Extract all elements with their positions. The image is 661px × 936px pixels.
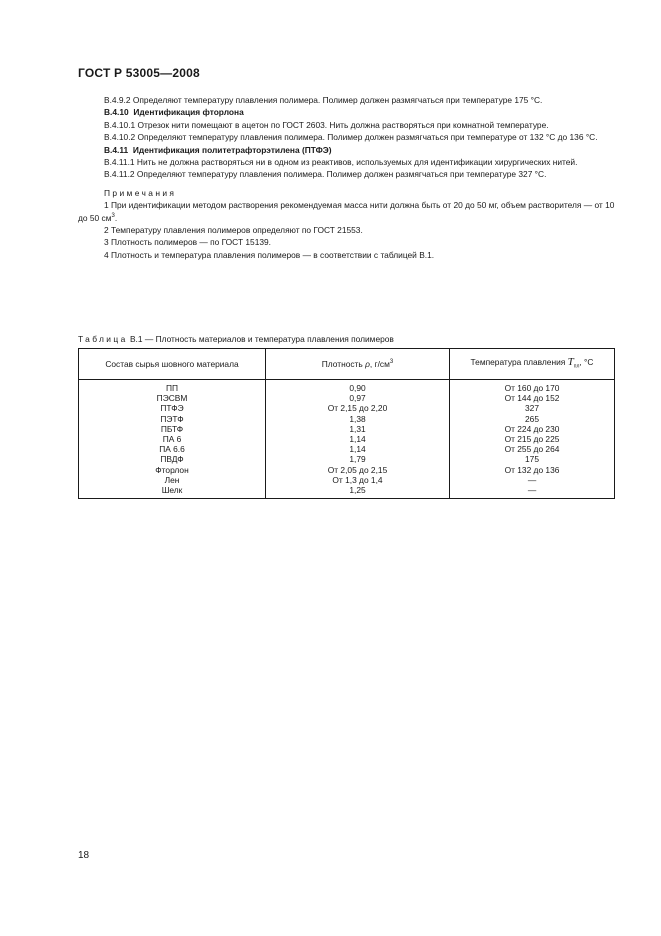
table-row [79, 454, 615, 464]
cell-melting-temp: — [450, 475, 615, 485]
table-caption-text: В.1 — Плотность материалов и температура плавления полимеров [127, 334, 394, 344]
cell-material: ПВДФ [79, 454, 266, 464]
cell-material: ПП [79, 380, 266, 394]
table-row [79, 434, 615, 444]
header-temp-sub: пл [573, 363, 580, 370]
document-body [78, 94, 615, 261]
cell-material: ПЭСВМ [79, 393, 266, 403]
cell-density: 0,90 [266, 380, 450, 394]
heading-text: Идентификация политетрафторэтилена (ПТФЭ) [132, 144, 332, 155]
cell-melting-temp: — [450, 485, 615, 499]
note-1-end: . [114, 212, 118, 223]
cell-density: От 2,05 до 2,15 [266, 465, 450, 475]
cell-material: ПА 6 [79, 434, 266, 444]
note-1-superscript: 3 [111, 212, 115, 219]
notes-title: Примечания [104, 187, 177, 198]
cell-density: 0,97 [266, 393, 450, 403]
cell-material: ПБТФ [79, 424, 266, 434]
cell-material: ПТФЭ [79, 403, 266, 413]
density-melting-table [78, 348, 615, 499]
cell-density: От 1,3 до 1,4 [266, 475, 450, 485]
cell-density: 1,14 [266, 434, 450, 444]
heading-b-4-10 [78, 106, 615, 118]
cell-material: Фторлон [79, 465, 266, 475]
cell-melting-temp: 175 [450, 454, 615, 464]
cell-material: Шелк [79, 485, 266, 499]
table-row [79, 424, 615, 434]
heading-text: Идентификация фторлона [133, 107, 244, 118]
paragraph-b-4-10-2: В.4.10.2 Определяют температуру плавления полимера. Полимер должен размягчаться при температуре от 132 °С до 136 °С. [104, 132, 598, 143]
header-density-symbol: ρ [365, 358, 370, 369]
header-density-sup: 3 [389, 359, 394, 366]
table-row [79, 393, 615, 403]
header-temp-label: Температура плавления [470, 356, 568, 367]
cell-density: 1,14 [266, 444, 450, 454]
paragraph-b-4-11-2: В.4.11.2 Определяют температуру плавления полимера. Полимер должен размягчаться при температуре 327 °С. [104, 169, 547, 180]
cell-density: 1,31 [266, 424, 450, 434]
cell-melting-temp: От 132 до 136 [450, 465, 615, 475]
table-row [79, 475, 615, 485]
paragraph-b-4-10-1: В.4.10.1 Отрезок нити помещают в ацетон по ГОСТ 2603. Нить должна растворяться при комнатной температуре. [104, 119, 549, 130]
header-density-label: Плотность [321, 358, 366, 369]
note-1 [78, 199, 615, 224]
table-header-row [79, 349, 615, 380]
note-1-text: 1 При идентификации методом растворения рекомендуемая масса нити должна быть от 20 до 50 мг, объем растворителя — от 10 до 50 см [78, 200, 615, 223]
table-caption [78, 334, 394, 344]
table-row [79, 380, 615, 394]
page-number: 18 [78, 850, 90, 861]
cell-material: Лен [79, 475, 266, 485]
table-row [79, 403, 615, 413]
paragraph-b-4-11-1: В.4.11.1 Нить не должна растворяться ни в одном из реактивов, используемых для идентификации хирургических нитей. [104, 157, 578, 168]
heading-number: В.4.10 [104, 107, 129, 118]
cell-density: 1,79 [266, 454, 450, 464]
table-row [79, 414, 615, 424]
header-temp-unit: , °С [579, 356, 594, 367]
document-header: ГОСТ Р 53005—2008 [78, 66, 200, 80]
header-density-unit: , г/см [369, 358, 390, 369]
cell-melting-temp: 327 [450, 403, 615, 413]
table-row [79, 465, 615, 475]
cell-melting-temp: От 144 до 152 [450, 393, 615, 403]
header-temp-symbol: T [567, 355, 574, 368]
note-4: 4 Плотность и температура плавления полимеров — в соответствии с таблицей В.1. [104, 249, 435, 260]
cell-melting-temp: 265 [450, 414, 615, 424]
cell-density: 1,25 [266, 485, 450, 499]
cell-density: 1,38 [266, 414, 450, 424]
heading-b-4-11 [78, 144, 615, 156]
header-material: Состав сырья шовного материала [79, 349, 266, 380]
note-3: 3 Плотность полимеров — по ГОСТ 15139. [104, 237, 271, 248]
note-2: 2 Температуру плавления полимеров определяют по ГОСТ 21553. [104, 225, 363, 236]
header-melting-temp [450, 349, 615, 380]
table-row [79, 444, 615, 454]
cell-melting-temp: От 224 до 230 [450, 424, 615, 434]
header-density [266, 349, 450, 380]
cell-melting-temp: От 255 до 264 [450, 444, 615, 454]
table-caption-label: Таблица [78, 334, 128, 344]
cell-material: ПА 6.6 [79, 444, 266, 454]
heading-number: В.4.11 [104, 144, 129, 155]
cell-melting-temp: От 215 до 225 [450, 434, 615, 444]
table-row [79, 485, 615, 499]
paragraph-b-4-9-2: В.4.9.2 Определяют температуру плавления полимера. Полимер должен размягчаться при температуре 175 °С. [104, 95, 543, 105]
cell-density: От 2,15 до 2,20 [266, 403, 450, 413]
cell-melting-temp: От 160 до 170 [450, 380, 615, 394]
cell-material: ПЭТФ [79, 414, 266, 424]
